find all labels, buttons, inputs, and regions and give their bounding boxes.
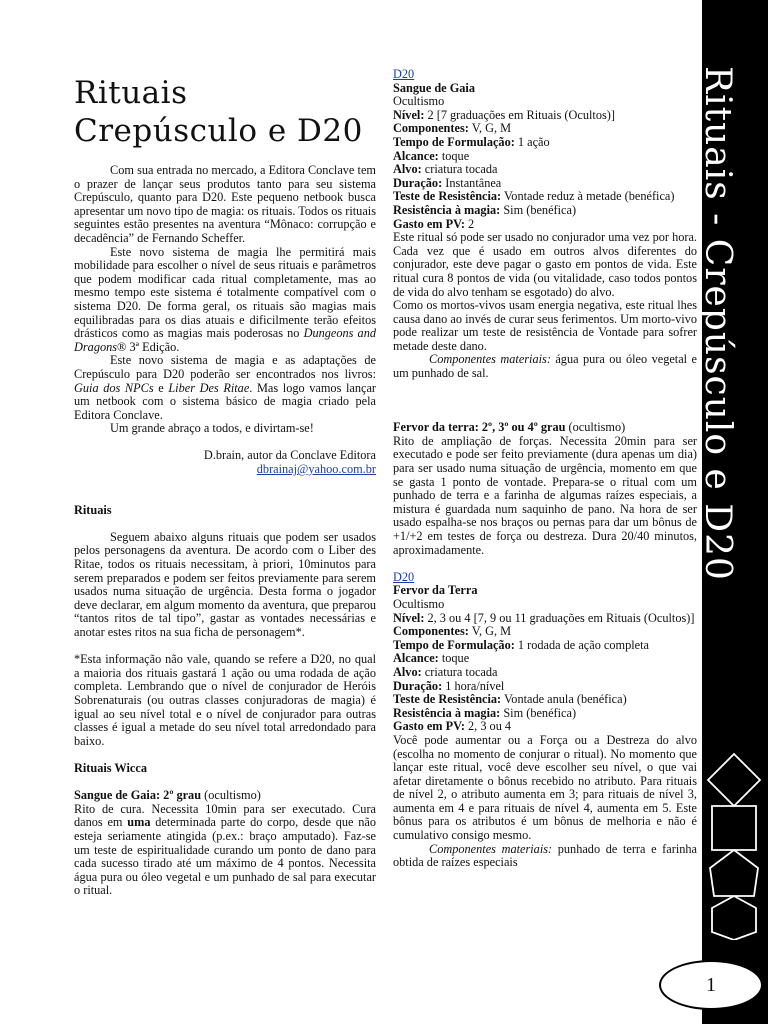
fervor-stat-line: Componentes: V, G, M — [393, 624, 512, 639]
d20-gaia-name: Sangue de Gaia — [393, 80, 475, 95]
rituais-paragraph-1: Seguem abaixo alguns rituais que podem ser usados pelos personagens da aventura. De acordo com o Liber des Ritae, todos os rituais necessitam, à priori, 10minutos para serem preparados e podem ser feitos previamente para serem usados numa situação de urgência. Desta forma o jogador deve declarar, em algum momento da aventura, que preparou “tantos ritos de tal tipo”, gastar as vontades necessárias e anotar estes ritos na sua ficha de personagem*. — [74, 529, 376, 639]
d20-fervor-stat-block — [393, 612, 697, 734]
d20-gaia-school: Ocultismo — [393, 94, 445, 109]
page-title-line1: Rituais — [74, 75, 188, 111]
fervor-text: Rito de ampliação de forças. Necessita 20min para ser executado e pode ser feito previamente (dura apenas um dia) para ser usado numa situação de urgência, momento em que se gasta 1 ponto de vontade. Prepara-se o ritual com um punhado de terra e a farinha de algumas raízes especiais, a mistura é guardada num saquinho de pano. Na hora de ser usado espalha-se nos braços ou pernas para dar um bônus de +1/+2 em testes de força ou destreza. Dura 20/40 minutos, aproximadamente. — [393, 433, 697, 557]
sangue-de-gaia-title: Sangue de Gaia: 2º grau (ocultismo) — [74, 788, 261, 803]
gaia-stat-line: Componentes: V, G, M — [393, 121, 512, 136]
gaia-stat-line: Teste de Resistência: Vontade reduz à metade (benéfica) — [393, 189, 675, 204]
intro-paragraph-2: Este novo sistema de magia lhe permitirá mais mobilidade para escolher o nível de seus rituais e parâmetros que podem modificar cada ritual completamente, mas ao mesmo tempo este sistema é totalmente compatível com o sistema D20. De forma geral, os rituais são magias mais equilibradas para os dias atuais e dificilmente terão efeitos drásticos como as magias mais poderosas no Dungeons and Dragons® 3ª Edição. — [74, 244, 376, 354]
page-title-line2: Crepúsculo e D20 — [74, 113, 363, 149]
d20-fervor-components: Componentes materiais: punhado de terra e farinha obtida de raízes especiais — [393, 841, 697, 870]
left-column — [74, 74, 376, 898]
d10-die-icon — [710, 850, 758, 896]
d20-fervor-paragraph-1: Você pode aumentar ou a Força ou a Destreza do alvo (escolha no momento de conjurar o ritual). No momento que lançar este ritual, você deve escolher seu nível, o que vai afetar diretamente o bônus recebido no atributo. Para rituais de nível 2, o atributo aumenta em 3; para rituais de nível 3, aumenta em 4 e para rituais de nível 4, aumenta em 5. Este bônus para os atributos é um bônus de melhoria e não é cumulativo consigo mesmo. — [393, 732, 697, 843]
intro-paragraph-3: Este novo sistema de magia e as adaptações de Crepúsculo para D20 poderão ser encontrados nos livros: Guia dos NPCs e Liber Des Ritae. Mas logo vamos lançar um netbook com o sistema básico de magia criado pela Editora Conclave. — [74, 353, 377, 422]
page-number: 1 — [659, 960, 763, 1010]
rituais-paragraph-2: *Esta informação não vale, quando se refere a D20, no qual a maioria dos rituais gastará 1 ação ou uma rodada de ação completa. Lembrando que o nível de conjurador de Heróis Sobrenaturais (ou outras classes conjuradoras de magia) é igual ao seu nível total e o nível de conjurador para outras classes é igual a metade do seu nível total arredondado para baixo. — [74, 652, 376, 748]
fervor-stat-line: Duração: 1 hora/nível — [393, 678, 505, 693]
d20-gaia-components: Componentes materiais: água pura ou óleo vegetal e um punhado de sal. — [393, 352, 697, 381]
d20-fervor-name: Fervor da Terra — [393, 583, 478, 598]
fervor-stat-line: Alcance: toque — [393, 651, 470, 666]
sidebar-title: Rituais - Crepúsculo e D20 — [697, 66, 738, 581]
d20-fervor-school: Ocultismo — [393, 596, 445, 611]
fervor-stat-line: Resistência à magia: Sim (benéfica) — [393, 705, 577, 720]
fervor-stat-line: Nível: 2, 3 ou 4 [7, 9 ou 11 graduações em Rituais (Ocultos)] — [393, 610, 695, 625]
dice-illustration — [700, 750, 768, 940]
fervor-stat-line: Alvo: criatura tocada — [393, 664, 498, 679]
sangue-de-gaia-text: Rito de cura. Necessita 10min para ser executado. Cura danos em uma determinada parte do corpo, desde que não esteja seriamente atingida (p.ex.: braço amputado). Faz-se um teste de espiritualidade curando um ponto de dano para cada sucesso tirado até um máximo de 4 pontos. Necessita água pura ou óleo vegetal e um punhado de sal para executar o ritual. — [74, 801, 376, 898]
gaia-stat-line: Alvo: criatura tocada — [393, 162, 498, 177]
d20-tag-gaia[interactable]: D20 — [393, 67, 415, 81]
gaia-stat-line: Alcance: toque — [393, 148, 470, 163]
fervor-title: Fervor da terra: 2º, 3º ou 4º grau (ocultismo) — [393, 420, 626, 435]
right-column — [393, 68, 697, 870]
gaia-stat-line: Duração: Instantânea — [393, 175, 502, 190]
d20-die-icon — [712, 896, 756, 940]
gaia-stat-line: Nível: 2 [7 graduações em Rituais (Ocultos)] — [393, 107, 615, 122]
rituais-heading: Rituais — [74, 502, 112, 517]
intro-paragraph-4: Um grande abraço a todos, e divirtam-se! — [110, 421, 314, 436]
author-line: D.brain, autor da Conclave Editora — [203, 448, 376, 463]
fervor-stat-line: Tempo de Formulação: 1 rodada de ação completa — [393, 637, 650, 652]
intro-paragraph-1: Com sua entrada no mercado, a Editora Conclave tem o prazer de lançar seus produtos tanto para seu sistema Crepúsculo, quanto para D20. Este pequeno netbook busca apresentar um novo tipo de magia: os rituais. Todos os rituais seguintes estão presentes na aventura “Mônaco: corrupção e decadência” de Fernando Scheffer. — [74, 163, 376, 245]
d20-gaia-paragraph-2: Como os mortos-vivos usam energia negativa, este ritual lhes causa dano ao invés de curar seus ferimentos. Um morto-vivo pode realizar um teste de resistência de Vontade para sofrer metade deste dano. — [393, 298, 697, 353]
wicca-heading: Rituais Wicca — [74, 760, 147, 775]
fervor-stat-line: Teste de Resistência: Vontade anula (benéfica) — [393, 692, 627, 707]
d20-gaia-paragraph-1: Este ritual só pode ser usado no conjurador uma vez por hora. Cada vez que é usado em outros alvos diferentes do conjurador, este deve pagar o gasto em pontos de vida. Este ritual cura 8 pontos de vida (ou vitalidade, caso todos pontos de vida do alvo tenham se esgotado) do alvo. — [393, 230, 697, 299]
fervor-stat-line: Gasto em PV: 2, 3 ou 4 — [393, 719, 512, 734]
author-email-link[interactable]: dbrainaj@yahoo.com.br — [256, 462, 376, 477]
gaia-stat-line: Resistência à magia: Sim (benéfica) — [393, 202, 577, 217]
gaia-stat-line: Gasto em PV: 2 — [393, 216, 475, 231]
d6-die-icon — [712, 806, 756, 850]
d20-tag-fervor[interactable]: D20 — [393, 569, 415, 584]
gaia-stat-line: Tempo de Formulação: 1 ação — [393, 134, 550, 149]
d8-die-icon — [708, 754, 760, 806]
d20-gaia-stat-block — [393, 109, 697, 231]
